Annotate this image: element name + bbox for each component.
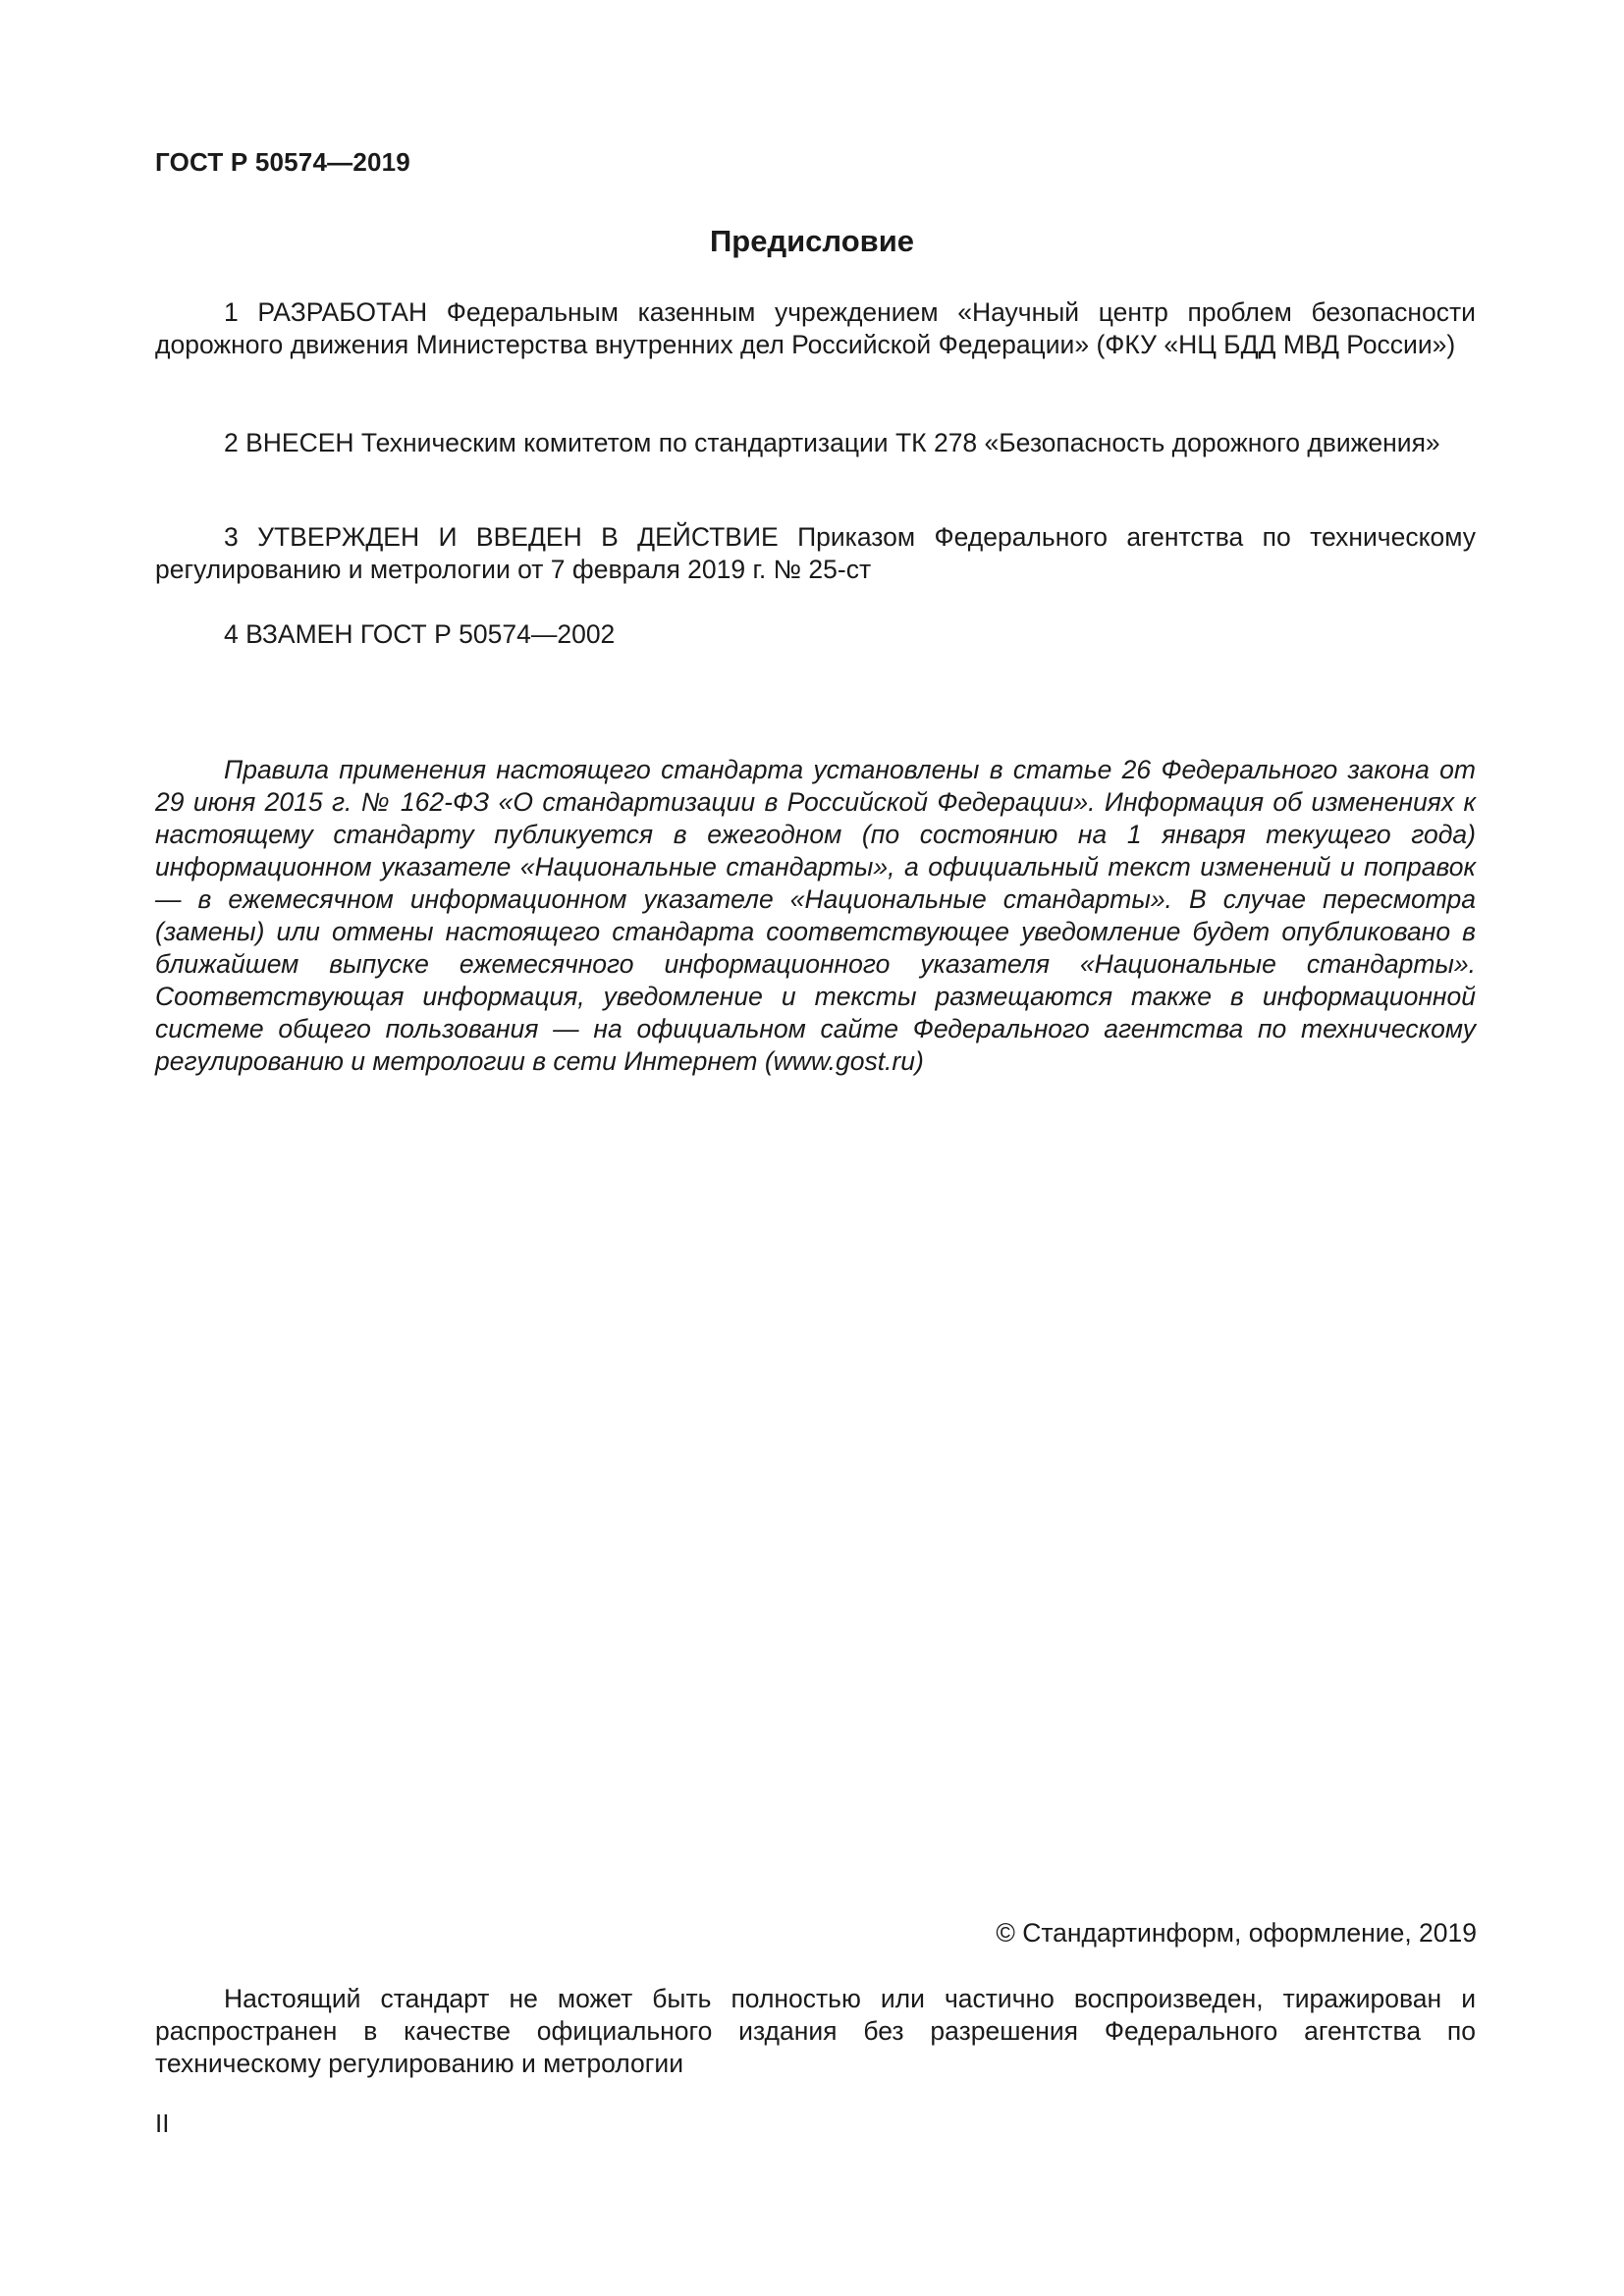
preface-item-1 — [155, 296, 1476, 361]
page-number: II — [155, 2109, 170, 2138]
section-title: Предисловие — [709, 224, 914, 258]
reproduction-notice — [155, 1983, 1476, 2080]
application-rules-notice — [155, 754, 1476, 1078]
preface-item-4 — [155, 618, 1476, 651]
preface-item-text: 2 ВНЕСЕН Техническим комитетом по стандартизации ТК 278 «Безопасность дорожного движения» — [224, 428, 1440, 457]
preface-item-2 — [155, 427, 1476, 459]
preface-item-text: 3 УТВЕРЖДЕН И ВВЕДЕН В ДЕЙСТВИЕ Приказом Федерального агентства по техническому регулированию и метрологии от 7 февраля 2019 г. № 25-ст — [155, 522, 1476, 584]
document-code: ГОСТ Р 50574—2019 — [155, 147, 410, 177]
copyright-line: © Стандартинформ, оформление, 2019 — [996, 1918, 1477, 1948]
preface-item-text: 4 ВЗАМЕН ГОСТ Р 50574—2002 — [224, 619, 616, 649]
preface-item-3 — [155, 521, 1476, 586]
reproduction-notice-text: Настоящий стандарт не может быть полностью или частично воспроизведен, тиражирован и распространен в качестве официального издания без разрешения Федерального агентства по техническому регулированию и метрологии — [155, 1984, 1476, 2078]
preface-item-text: 1 РАЗРАБОТАН Федеральным казенным учреждением «Научный центр проблем безопасности дорожного движения Министерства внутренних дел Российской Федерации» (ФКУ «НЦ БДД МВД России») — [155, 297, 1476, 359]
notice-text: Правила применения настоящего стандарта установлены в статье 26 Федерального закона от 29 июня 2015 г. № 162-ФЗ «О стандартизации в Российской Федерации». Информация об изменениях к настоящему стандарту публикуется в ежегодном (по состоянию на 1 января текущего года) информационном указателе «Национальные стандарты», а официальный текст изменений и поправок — в ежемесячном информационном указателе «Национальные стандарты». В случае пересмотра (замены) или отмены настоящего стандарта соответствующее уведомление будет опубликовано в ближайшем выпуске ежемесячного информационного указателя «Национальные стандарты». Соответствующая информация, уведомление и тексты размещаются также в информационной системе общего пользования — на официальном сайте Федерального агентства по техническому регулированию и метрологии в сети Интернет (www.gost.ru) — [155, 755, 1476, 1076]
